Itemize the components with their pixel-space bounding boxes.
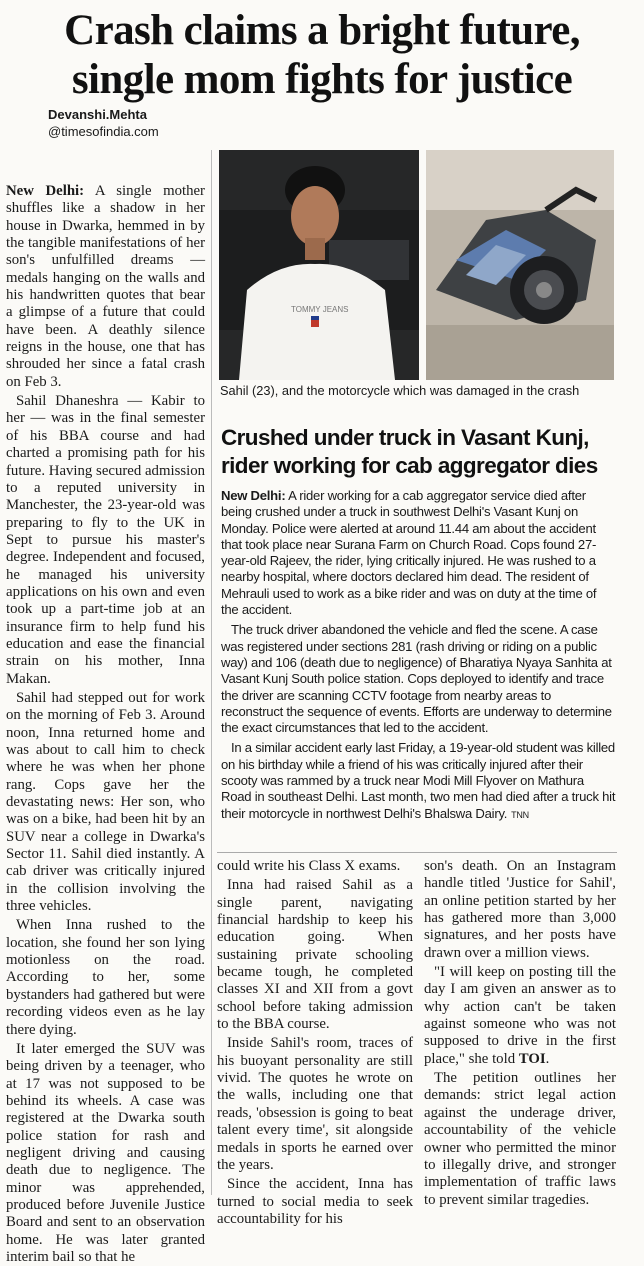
photo-sahil bbox=[219, 150, 419, 380]
author-name: Devanshi.Mehta bbox=[48, 107, 147, 122]
paragraph bbox=[221, 488, 616, 618]
headline-line-1: Crash claims a bright future, bbox=[64, 7, 580, 54]
photo-motorcycle bbox=[426, 150, 614, 380]
side-story-body bbox=[221, 488, 616, 827]
paragraph: Sahil Dhaneshra — Kabir to her — was in the final semester of his BBA course and had charted a promising path for his future. Having secured admission to a reputed university in Manchester, the 23-year-old was preparing to fly to the UK in Sept to pursue his master's degree. Independent and focused, he managed his university applications on his own and even took up a part-time job at an insurance firm to help fund his education and ease the financial strain on his mother, Inna Makan. bbox=[6, 393, 205, 687]
paragraph-text: A rider working for a cab aggregator service died after being crushed under a truck in southwest Delhi's Vasant Kunj on Monday. Police were alerted at around 11.44 am about the accident that took place near Surana Farm on Church Road. Cops found 27-year-old Rajeev, the rider, lying critically injured. He was rushed to a nearby hospital, where doctors declared him dead. The resident of Mehrauli used to work as a bike rider and was on duty at the time of the accident. bbox=[221, 488, 597, 618]
side-headline-line-2: rider working for cab aggregator dies bbox=[221, 453, 598, 478]
paragraph: Inside Sahil's room, traces of his buoyant personality are still vivid. The quotes he wrote on the walls, including one that reads, 'obsession is going to beat talent every time', sit alongside medals in sports he earned over the years. bbox=[217, 1035, 413, 1173]
main-headline bbox=[6, 6, 638, 104]
main-story-column-2 bbox=[217, 858, 413, 1227]
paragraph bbox=[424, 964, 616, 1068]
paragraph-end: . bbox=[545, 1050, 550, 1067]
paragraph: The truck driver abandoned the vehicle and fled the scene. A case was registered under sections 281 (rash driving or riding on a public way) and 106 (death due to negligence) of Bharatiya Nyaya Sanhita at Vasant Kunj South police station. Cops deployed to identify and trace the driver are scanning CCTV footage from nearby areas to reconstruct the sequence of events. Efforts are underway to determine the exact circumstances that led to the accident. bbox=[221, 622, 612, 736]
paragraph bbox=[6, 183, 205, 391]
paragraph: Sahil had stepped out for work on the morning of Feb 3. Around noon, Inna returned home and was about to call him to check where he was when her phone rang. Cops gave her the devastating news: Her son, who was on a bike, had been hit by an SUV near a college in Dwarka's Sector 11. Sahil died instantly. A cab driver was critically injured in the collision involving the three vehicles. bbox=[6, 689, 205, 915]
paragraph bbox=[221, 740, 616, 822]
shirt-logo-text: TOMMY JEANS bbox=[291, 305, 349, 314]
paragraph: son's death. On an Instagram handle titled 'Justice for Sahil', an online petition started by her has gathered more than 3,000 signatures, and her posts have drawn over a million views. bbox=[424, 858, 616, 961]
photo-caption: Sahil (23), and the motorcycle which was damaged in the crash bbox=[220, 383, 580, 398]
toi-mention: TOI bbox=[518, 1050, 546, 1067]
paragraph-text: A single mother shuffles like a shadow in her house in Dwarka, hemmed in by the tangible manifestations of her son's unfulfilled dreams — medals hanging on the walls and his handwritten quotes that bear a glimpse of a future that could have been. A deathly silence reigns in the house, one that has shrouded her since a fatal crash on Feb 3. bbox=[6, 183, 205, 390]
paragraph: Inna had raised Sahil as a single parent, navigating financial hardship to keep his education going. When sustaining private schooling became tough, he completed classes XI and XII from a govt school before taking admission to the BBA course. bbox=[217, 877, 413, 1033]
column-divider bbox=[211, 150, 212, 1195]
paragraph-text: In a similar accident early last Friday, a 19-year-old student was killed on his birthday while a friend of his was critically injured after their scooty was rammed by a truck near Modi Mill Flyover on Mathura Road in southeast Delhi. Last month, two men had died after a truck hit their motorcycle in northwest Delhi's Bhalswa Dairy. bbox=[221, 740, 616, 821]
author-handle: @timesofindia.com bbox=[48, 124, 159, 139]
section-divider bbox=[217, 852, 617, 853]
main-story-column-1 bbox=[6, 183, 205, 1265]
dateline: New Delhi: bbox=[221, 488, 286, 503]
side-story-headline bbox=[221, 424, 616, 480]
main-story-column-3 bbox=[424, 858, 616, 1208]
paragraph: It later emerged the SUV was being driven by a teenager, who at 17 was not supposed to be behind its wheels. A case was registered at the Dwarka south police station for rash and negligent driving and causing death due to negligence. The minor was apprehended, produced before Juvenile Justice Board and sent to an observation home. He was later granted interim bail so that he bbox=[6, 1040, 205, 1265]
side-headline-line-1: Crushed under truck in Vasant Kunj, bbox=[221, 425, 589, 450]
motorcycle-photo-illustration bbox=[426, 150, 614, 380]
person-photo-illustration bbox=[219, 150, 419, 380]
byline bbox=[48, 106, 159, 140]
paragraph: could write his Class X exams. bbox=[217, 858, 401, 874]
dateline: New Delhi: bbox=[6, 183, 85, 199]
credit-tnn: TNN bbox=[511, 809, 529, 820]
paragraph: Since the accident, Inna has turned to social media to seek accountability for his bbox=[217, 1176, 413, 1227]
paragraph-text: "I will keep on posting till the day I am given an answer as to why action can't be taken against someone who was not supposed to drive in the first place," she told bbox=[424, 964, 616, 1067]
paragraph: The petition outlines her demands: strict legal action against the underage driver, accountability of the vehicle owner who permitted the minor to illegally drive, and stronger implementation of traffic laws to prevent similar tragedies. bbox=[424, 1070, 616, 1208]
headline-line-2: single mom fights for justice bbox=[71, 56, 573, 103]
paragraph: When Inna rushed to the location, she found her son lying motionless on the road. According to her, some bystanders had gathered but were recording videos even as he lay there dying. bbox=[6, 917, 205, 1038]
